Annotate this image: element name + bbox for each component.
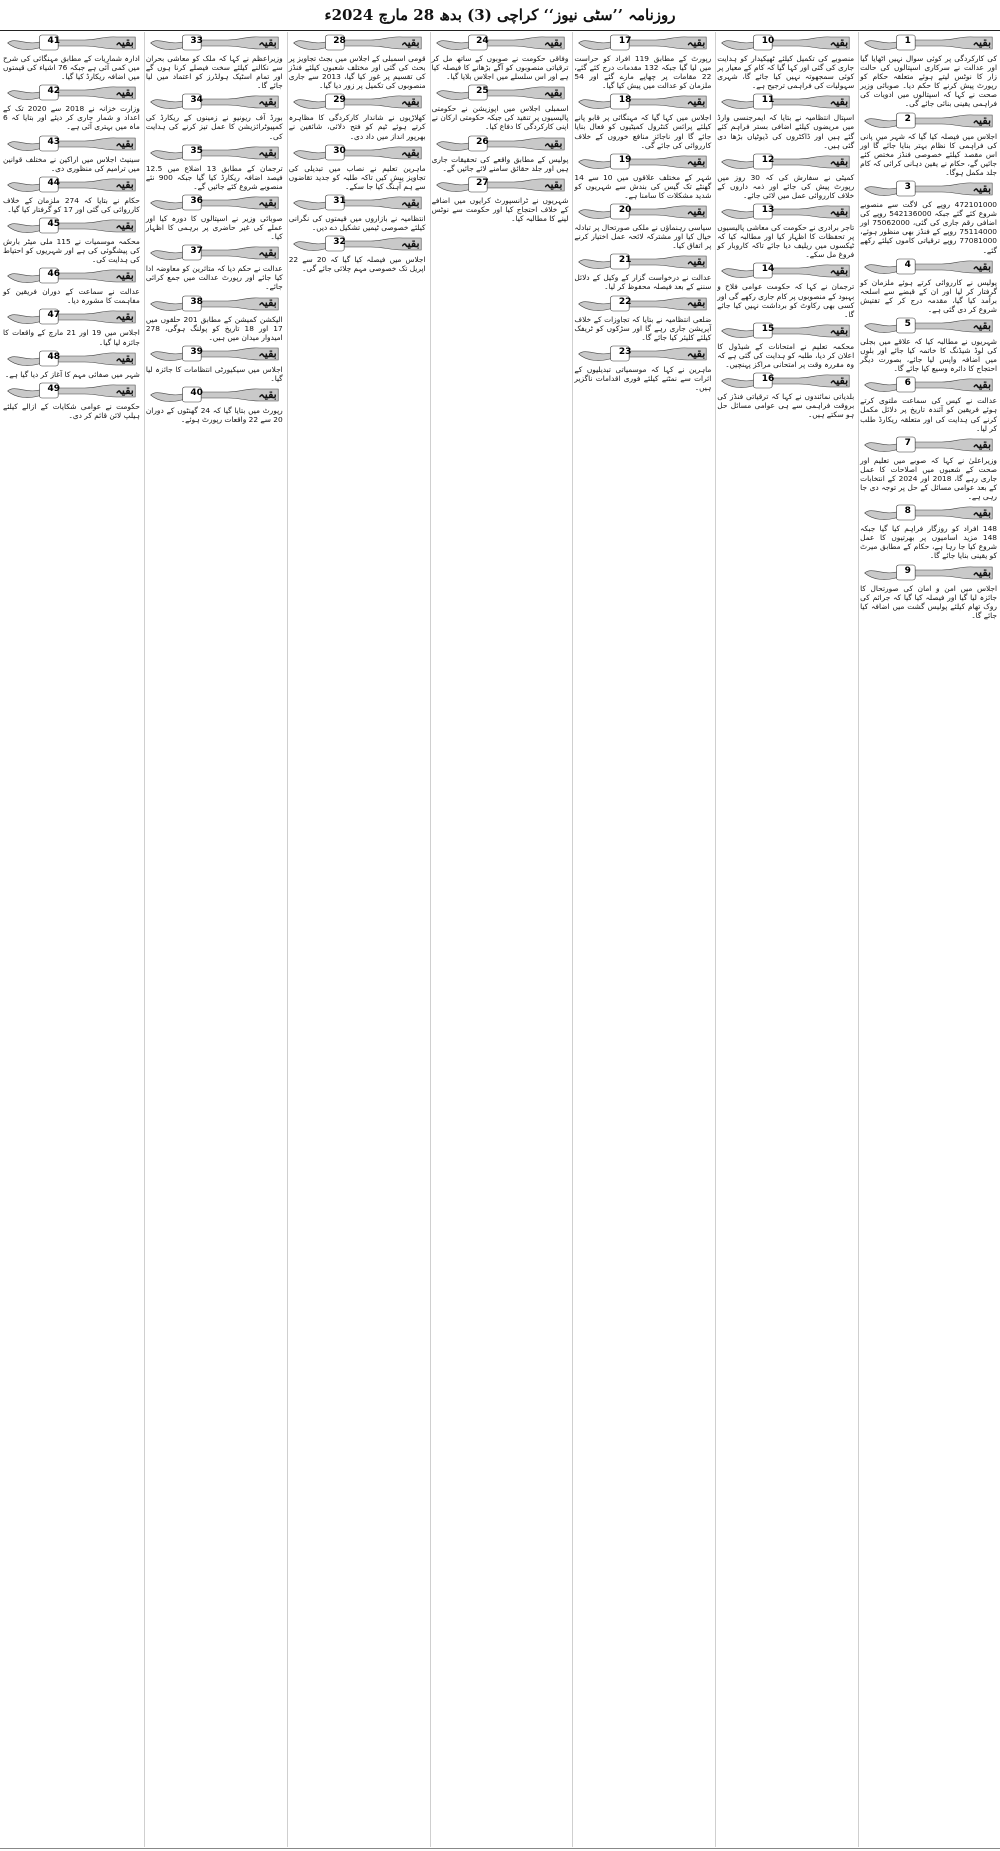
banner-title: بقیہ bbox=[972, 35, 991, 49]
newspaper-masthead bbox=[0, 0, 1000, 31]
banner-number: 11 bbox=[761, 95, 775, 106]
bottom-rule bbox=[0, 1848, 1000, 1849]
banner-number: 42 bbox=[47, 86, 61, 97]
banner-number: 39 bbox=[190, 346, 203, 357]
story-text: رپورٹ کے مطابق 119 افراد کو حراست میں لیا گیا جبکہ 132 مقدمات درج کئے گئے، 22 مقامات پر چھاپے مارے گئے اور 54 ملزمان کو عدالت میں پیش کیا گیا۔ bbox=[574, 54, 712, 91]
banner-number: 19 bbox=[618, 154, 632, 165]
continuation-banner bbox=[862, 564, 995, 581]
banner-number: 7 bbox=[904, 437, 911, 448]
banner-title: بقیہ bbox=[686, 154, 706, 168]
banner-number: 23 bbox=[618, 346, 632, 357]
story-text: اسپتال انتظامیہ نے بتایا کہ ایمرجنسی وارڈ میں مریضوں کیلئے اضافی بستر فراہم کئے گئے ہیں اور ڈاکٹروں کی ڈیوٹیاں بڑھا دی گئی ہیں۔ bbox=[717, 113, 855, 150]
continuation-banner bbox=[434, 34, 567, 51]
story-text: ادارہ شماریات کے مطابق مہنگائی کی شرح میں کمی آئی ہے جبکہ 76 اشیاء کی قیمتوں میں اضافہ ریکارڈ کیا گیا۔ bbox=[2, 54, 140, 82]
continuation-banner bbox=[576, 153, 709, 170]
banner-number: 47 bbox=[47, 310, 61, 321]
banner-title: بقیہ bbox=[544, 177, 563, 191]
banner-title: بقیہ bbox=[972, 437, 991, 451]
continuation-story bbox=[716, 203, 855, 259]
continuation-story bbox=[145, 295, 284, 342]
banner-title: بقیہ bbox=[829, 154, 849, 168]
continuation-banner bbox=[862, 436, 995, 453]
continuation-story bbox=[288, 144, 427, 191]
story-text: وزیراعلیٰ نے کہا کہ صوبے میں تعلیم اور صحت کے شعبوں میں اصلاحات کا عمل جاری رہے گا، 2018 اور 2024 کے انتخابات کے بعد عوامی مسائل کے حل پر توجہ دی جا رہی ہے۔ bbox=[860, 455, 998, 502]
continuation-story bbox=[716, 322, 855, 369]
continuation-banner bbox=[862, 376, 995, 393]
story-text: اجلاس میں سیکیورٹی انتظامات کا جائزہ لیا گیا۔ bbox=[145, 364, 283, 383]
banner-title: بقیہ bbox=[115, 269, 134, 283]
banner-number: 9 bbox=[904, 565, 911, 576]
banner-title: بقیہ bbox=[829, 204, 849, 218]
banner-title: بقیہ bbox=[686, 95, 706, 109]
banner-title: بقیہ bbox=[829, 264, 849, 278]
banner-number: 4 bbox=[904, 259, 911, 270]
banner-number: 31 bbox=[333, 195, 346, 206]
story-text: شہریوں نے ٹرانسپورٹ کرایوں میں اضافے کے خلاف احتجاج کیا اور حکومت سے نوٹس لینے کا مطالبہ کیا۔ bbox=[431, 195, 569, 223]
story-text: تاجر برادری نے حکومت کی معاشی پالیسیوں پر تحفظات کا اظہار کیا اور مطالبہ کیا کہ ٹیکسوں میں ریلیف دیا جائے تاکہ کاروبار کو فروغ مل سکے۔ bbox=[717, 223, 855, 260]
column-flow bbox=[573, 32, 712, 1847]
banner-number: 5 bbox=[904, 318, 911, 329]
column-flow bbox=[145, 32, 284, 1847]
banner-title: بقیہ bbox=[401, 35, 420, 49]
continuation-story bbox=[2, 176, 141, 214]
banner-title: بقیہ bbox=[829, 95, 849, 109]
continuation-story bbox=[859, 112, 998, 177]
story-text: سینیٹ اجلاس میں اراکین نے مختلف قوانین میں ترامیم کی منظوری دی۔ bbox=[2, 154, 140, 173]
banner-title: بقیہ bbox=[258, 35, 277, 49]
banner-number: 18 bbox=[618, 95, 632, 106]
continuation-banner bbox=[291, 93, 424, 110]
story-text: محکمہ تعلیم نے امتحانات کے شیڈول کا اعلان کر دیا، طلبہ کو ہدایت کی گئی ہے کہ وہ مقررہ وقت پر امتحانی مراکز پہنچیں۔ bbox=[717, 341, 855, 369]
continuation-banner bbox=[862, 504, 995, 521]
banner-title: بقیہ bbox=[829, 323, 849, 337]
story-text: اجلاس میں کہا گیا کہ مہنگائی پر قابو پانے کیلئے پرائس کنٹرول کمیٹیوں کو فعال بنایا جائے گا اور ناجائز منافع خوروں کے خلاف کارروائی کی جائے گی۔ bbox=[574, 113, 712, 150]
news-column bbox=[430, 32, 570, 1847]
continuation-banner bbox=[148, 194, 281, 211]
continuation-story bbox=[145, 144, 284, 191]
banner-number: 48 bbox=[47, 351, 61, 362]
story-text: اجلاس میں فیصلہ کیا گیا کہ شہر میں پانی کی فراہمی کا نظام بہتر بنایا جائے گا اور اس مقصد کیلئے خصوصی فنڈز مختص کئے جائیں گے، حکام نے یقین دہانی کرائی کہ کام جلد مکمل ہوگا۔ bbox=[860, 131, 997, 177]
continuation-banner bbox=[434, 176, 567, 193]
news-column bbox=[858, 32, 998, 1847]
banner-title: بقیہ bbox=[115, 35, 134, 49]
continuation-banner bbox=[5, 350, 138, 367]
banner-title: بقیہ bbox=[115, 86, 134, 100]
story-text: انتظامیہ نے بازاروں میں قیمتوں کی نگرانی کیلئے خصوصی ٹیمیں تشکیل دے دیں۔ bbox=[288, 213, 426, 233]
continuation-banner bbox=[576, 345, 709, 362]
continuation-banner bbox=[148, 295, 281, 312]
banner-title: بقیہ bbox=[115, 351, 134, 365]
banner-title: بقیہ bbox=[258, 145, 277, 159]
banner-title: بقیہ bbox=[972, 259, 991, 273]
story-text: ترجمان کے مطابق 13 اضلاع میں 12.5 فیصد اضافہ ریکارڈ کیا گیا جبکہ 900 نئے منصوبے شروع کئے جائیں گے۔ bbox=[145, 163, 283, 191]
continuation-story bbox=[145, 194, 284, 241]
continuation-story bbox=[145, 386, 284, 424]
story-text: حکومت نے عوامی شکایات کے ازالے کیلئے ہیلپ لائن قائم کر دی۔ bbox=[2, 401, 140, 420]
banner-title: بقیہ bbox=[972, 113, 991, 127]
banner-number: 17 bbox=[618, 36, 632, 46]
story-text: الیکشن کمیشن کے مطابق 201 حلقوں میں 17 اور 18 تاریخ کو پولنگ ہوگی، 278 امیدوار میدان میں ہیں۔ bbox=[145, 314, 283, 342]
continuation-story bbox=[859, 504, 998, 560]
story-text: شہر کے مختلف علاقوں میں 10 سے 14 گھنٹے تک گیس کی بندش سے شہریوں کو شدید مشکلات کا سامنا ہے۔ bbox=[574, 172, 712, 200]
story-text: عدالت نے درخواست گزار کے وکیل کے دلائل سننے کے بعد فیصلہ محفوظ کر لیا۔ bbox=[574, 273, 712, 292]
continuation-story bbox=[859, 436, 998, 501]
banner-number: 26 bbox=[476, 136, 489, 147]
continuation-story bbox=[716, 93, 855, 149]
banner-title: بقیہ bbox=[544, 136, 563, 150]
banner-number: 45 bbox=[47, 218, 61, 229]
continuation-banner bbox=[291, 144, 424, 161]
continuation-story bbox=[288, 93, 427, 140]
continuation-story bbox=[2, 267, 141, 305]
story-text: وزیراعظم نے کہا کہ ملک کو معاشی بحران سے نکالنے کیلئے سخت فیصلے کرنا ہوں گے اور تمام اسٹیک ہولڈرز کو اعتماد میں لیا جائے گا۔ bbox=[145, 54, 283, 91]
continuation-story bbox=[145, 345, 284, 383]
continuation-story bbox=[859, 258, 998, 314]
column-flow bbox=[859, 32, 998, 1847]
banner-number: 14 bbox=[761, 264, 775, 275]
banner-title: بقیہ bbox=[972, 565, 991, 579]
banner-title: بقیہ bbox=[544, 35, 563, 49]
story-text: شہریوں نے مطالبہ کیا کہ علاقے میں بجلی کی لوڈ شیڈنگ کا خاتمہ کیا جائے اور بلوں میں اضافہ واپس لیا جائے، بصورت دیگر احتجاج کا دائرہ وسیع کیا جائے گا۔ bbox=[860, 336, 997, 374]
continuation-story bbox=[859, 317, 998, 373]
banner-number: 37 bbox=[190, 246, 203, 257]
banner-title: بقیہ bbox=[115, 383, 134, 397]
banner-number: 2 bbox=[904, 113, 911, 124]
banner-number: 12 bbox=[761, 154, 775, 165]
story-text: محکمہ موسمیات نے 115 ملی میٹر بارش کی پیشگوئی کی ہے اور شہریوں کو احتیاط کی ہدایت کی۔ bbox=[2, 236, 140, 265]
continuation-story bbox=[145, 93, 284, 140]
banner-title: بقیہ bbox=[115, 177, 134, 191]
continuation-banner bbox=[5, 84, 138, 101]
continuation-banner bbox=[576, 253, 709, 270]
banner-number: 28 bbox=[333, 36, 346, 46]
continuation-banner bbox=[719, 34, 852, 51]
banner-title: بقیہ bbox=[115, 310, 134, 324]
story-text: 472101000 روپے کی لاگت سے منصوبے شروع کئے گئے جبکہ 542136000 روپے کی اضافی رقم جاری کی گئی، 75062000 اور 75114000 روپے کے فنڈز بھی منظور ہوئے، 77081000 روپے ترقیاتی کاموں کیلئے رکھے گئے۔ bbox=[860, 200, 997, 255]
continuation-banner bbox=[5, 308, 138, 325]
continuation-banner bbox=[719, 372, 852, 389]
banner-title: بقیہ bbox=[401, 237, 420, 251]
banner-title: بقیہ bbox=[115, 218, 134, 232]
continuation-banner bbox=[862, 34, 995, 51]
story-text: سیاسی رہنماؤں نے ملکی صورتحال پر تبادلہ خیال کیا اور مشترکہ لائحہ عمل اختیار کرنے پر اتفاق کیا۔ bbox=[574, 223, 712, 251]
banner-number: 24 bbox=[476, 36, 489, 46]
continuation-story bbox=[573, 34, 712, 90]
continuation-banner bbox=[148, 93, 281, 110]
story-text: ماہرین تعلیم نے نصاب میں تبدیلی کی تجاویز پیش کیں تاکہ طلبہ کو جدید تقاضوں سے ہم آہنگ کیا جا سکے۔ bbox=[288, 163, 426, 191]
story-text: پولیس کے مطابق واقعے کی تحقیقات جاری ہیں اور جلد حقائق سامنے لائے جائیں گے۔ bbox=[431, 154, 569, 173]
banner-title: بقیہ bbox=[829, 35, 849, 49]
banner-number: 34 bbox=[190, 95, 203, 106]
continuation-banner bbox=[719, 153, 852, 170]
banner-number: 22 bbox=[618, 296, 632, 307]
story-text: اجلاس میں امن و امان کی صورتحال کا جائزہ لیا گیا اور فیصلہ کیا گیا کہ جرائم کی روک تھام کیلئے پولیس گشت میں اضافہ کیا جائے گا۔ bbox=[860, 583, 997, 620]
continuation-story bbox=[573, 93, 712, 149]
story-text: اجلاس میں فیصلہ کیا گیا کہ 20 سے 22 اپریل تک خصوصی مہم چلائی جائے گی۔ bbox=[288, 255, 426, 274]
continuation-banner bbox=[862, 180, 995, 197]
story-text: بلدیاتی نمائندوں نے کہا کہ ترقیاتی فنڈز کی بروقت فراہمی سے ہی عوامی مسائل حل ہو سکتے ہیں۔ bbox=[717, 392, 855, 420]
story-text: اسمبلی اجلاس میں اپوزیشن نے حکومتی پالیسیوں پر تنقید کی جبکہ حکومتی ارکان نے اپنی کارکردگی کا دفاع کیا۔ bbox=[431, 104, 569, 132]
continuation-banner bbox=[576, 295, 709, 312]
column-flow bbox=[431, 32, 570, 1847]
continuation-banner bbox=[148, 34, 281, 51]
banner-number: 1 bbox=[904, 36, 911, 46]
continuation-banner bbox=[719, 203, 852, 220]
continuation-banner bbox=[5, 382, 138, 399]
story-text: ضلعی انتظامیہ نے بتایا کہ تجاوزات کے خلاف آپریشن جاری رہے گا اور سڑکوں کو ٹریفک کیلئے کلیئر کیا جائے گا۔ bbox=[574, 314, 712, 342]
banner-number: 43 bbox=[47, 136, 61, 147]
story-text: کمیٹی نے سفارش کی کہ 30 روز میں رپورٹ پیش کی جائے اور ذمہ داروں کے خلاف کارروائی عمل میں لائی جائے۔ bbox=[717, 172, 855, 200]
banner-title: بقیہ bbox=[115, 136, 134, 150]
continuation-story bbox=[288, 194, 427, 232]
banner-number: 21 bbox=[618, 255, 632, 266]
continuation-story bbox=[431, 34, 570, 81]
continuation-story bbox=[573, 203, 712, 250]
story-text: منصوبے کی تکمیل کیلئے ٹھیکیدار کو ہدایت جاری کی گئی اور کہا گیا کہ کام کے معیار پر کوئی سمجھوتہ نہیں کیا جائے گا، شہری سہولیات کی فراہمی ترجیح ہے۔ bbox=[717, 54, 855, 91]
continuation-banner bbox=[434, 135, 567, 152]
continuation-banner bbox=[148, 386, 281, 403]
column-flow bbox=[2, 32, 141, 1847]
story-text: قومی اسمبلی کے اجلاس میں بجٹ تجاویز پر بحث کی گئی اور مختلف شعبوں کیلئے فنڈز کی تقسیم پر غور کیا گیا، 2013 سے جاری منصوبوں کی تکمیل پر زور دیا گیا۔ bbox=[288, 54, 426, 91]
continuation-banner bbox=[291, 34, 424, 51]
banner-number: 3 bbox=[904, 182, 911, 193]
story-text: ماہرین نے کہا کہ موسمیاتی تبدیلیوں کے اثرات سے نمٹنے کیلئے فوری اقدامات ناگزیر ہیں۔ bbox=[574, 364, 712, 392]
story-text: اجلاس میں 19 اور 21 مارچ کے واقعات کا جائزہ لیا گیا۔ bbox=[2, 328, 140, 347]
continuation-banner bbox=[291, 194, 424, 211]
continuation-story bbox=[859, 180, 998, 255]
news-column bbox=[144, 32, 284, 1847]
banner-title: بقیہ bbox=[972, 506, 991, 520]
story-text: پولیس نے کارروائی کرتے ہوئے ملزمان کو گرفتار کر لیا اور ان کے قبضے سے اسلحہ برآمد کیا گیا، مقدمہ درج کر کے تفتیش شروع کر دی گئی ہے۔ bbox=[860, 277, 997, 314]
news-column bbox=[572, 32, 712, 1847]
story-text: ترجمان نے کہا کہ حکومت عوامی فلاح و بہبود کے منصوبوں پر کام جاری رکھے گی اور کسی بھی رکاوٹ کو برداشت نہیں کیا جائے گا۔ bbox=[717, 282, 855, 319]
story-text: وفاقی حکومت نے صوبوں کے ساتھ مل کر ترقیاتی منصوبوں کو آگے بڑھانے کا فیصلہ کیا ہے اور اس سلسلے میں اجلاس بلایا گیا۔ bbox=[431, 54, 569, 82]
banner-number: 46 bbox=[47, 269, 61, 280]
banner-number: 8 bbox=[904, 506, 911, 517]
banner-title: بقیہ bbox=[686, 35, 706, 49]
news-column bbox=[2, 32, 141, 1847]
banner-title: بقیہ bbox=[544, 86, 563, 100]
continuation-banner bbox=[862, 112, 995, 129]
news-column bbox=[287, 32, 427, 1847]
continuation-banner bbox=[576, 203, 709, 220]
continuation-banner bbox=[291, 235, 424, 252]
banner-title: بقیہ bbox=[972, 378, 991, 392]
banner-title: بقیہ bbox=[258, 346, 277, 360]
continuation-story bbox=[573, 253, 712, 291]
continuation-story bbox=[431, 135, 570, 173]
continuation-story bbox=[716, 372, 855, 419]
continuation-banner bbox=[148, 144, 281, 161]
continuation-story bbox=[716, 153, 855, 200]
banner-title: بقیہ bbox=[972, 181, 991, 195]
continuation-story bbox=[859, 34, 998, 109]
continuation-story bbox=[145, 34, 284, 90]
continuation-story bbox=[288, 235, 427, 273]
continuation-story bbox=[2, 382, 141, 420]
continuation-story bbox=[2, 308, 141, 346]
continuation-banner bbox=[576, 93, 709, 110]
banner-title: بقیہ bbox=[258, 195, 277, 209]
story-text: 148 افراد کو روزگار فراہم کیا گیا جبکہ 148 مزید اسامیوں پر بھرتیوں کا عمل شروع کیا جا رہا ہے، حکام کے مطابق میرٹ کو یقینی بنایا جائے گا۔ bbox=[860, 524, 997, 561]
continuation-story bbox=[2, 217, 141, 264]
story-text: وزارت خزانہ نے 2018 سے 2020 تک کے اعداد و شمار جاری کر دیئے اور بتایا کہ 6 ماہ میں بہتری آئی ہے۔ bbox=[2, 104, 140, 132]
continuation-story bbox=[859, 564, 998, 620]
banner-number: 27 bbox=[476, 177, 489, 188]
news-column bbox=[715, 32, 855, 1847]
banner-title: بقیہ bbox=[686, 296, 706, 310]
continuation-story bbox=[288, 34, 427, 90]
banner-title: بقیہ bbox=[829, 374, 849, 388]
continuation-story bbox=[573, 345, 712, 392]
continuation-banner bbox=[5, 34, 138, 51]
continuation-story bbox=[573, 295, 712, 342]
column-flow bbox=[288, 32, 427, 1847]
story-text: عدالت نے کیس کی سماعت ملتوی کرتے ہوئے فریقین کو آئندہ تاریخ پر دلائل مکمل کرنے کی ہدایت کی اور متعلقہ ریکارڈ طلب کر لیا۔ bbox=[860, 396, 997, 433]
continuation-story bbox=[145, 244, 284, 291]
banner-title: بقیہ bbox=[258, 246, 277, 260]
continuation-banner bbox=[5, 217, 138, 234]
banner-title: بقیہ bbox=[401, 95, 420, 109]
story-text: رپورٹ میں بتایا گیا کہ 24 گھنٹوں کے دوران 20 سے 22 واقعات رپورٹ ہوئے۔ bbox=[145, 405, 283, 425]
continuation-banner bbox=[576, 34, 709, 51]
banner-number: 25 bbox=[476, 86, 489, 97]
banner-title: بقیہ bbox=[401, 195, 420, 209]
continuation-banner bbox=[5, 267, 138, 284]
story-text: صوبائی وزیر نے اسپتالوں کا دورہ کیا اور عملے کی غیر حاضری پر برہمی کا اظہار کیا۔ bbox=[145, 213, 283, 242]
banner-number: 44 bbox=[47, 177, 61, 188]
banner-number: 29 bbox=[333, 95, 346, 106]
banner-number: 15 bbox=[761, 323, 775, 334]
banner-title: بقیہ bbox=[686, 204, 706, 218]
banner-number: 33 bbox=[190, 36, 203, 46]
story-text: شہر میں صفائی مہم کا آغاز کر دیا گیا ہے۔ bbox=[4, 369, 140, 379]
continuation-banner bbox=[148, 244, 281, 261]
banner-number: 40 bbox=[190, 387, 203, 398]
continuation-story bbox=[2, 84, 141, 131]
banner-number: 20 bbox=[618, 205, 632, 216]
continuation-story bbox=[2, 34, 141, 81]
continuation-banner bbox=[719, 93, 852, 110]
banner-title: بقیہ bbox=[686, 255, 706, 269]
banner-title: بقیہ bbox=[972, 318, 991, 332]
banner-number: 16 bbox=[761, 374, 775, 385]
continuation-story bbox=[2, 135, 141, 173]
continuation-banner bbox=[862, 317, 995, 334]
banner-number: 38 bbox=[190, 296, 203, 307]
continuation-story bbox=[716, 262, 855, 318]
newspaper-page bbox=[2, 32, 998, 1847]
banner-number: 10 bbox=[761, 36, 775, 46]
continuation-banner bbox=[862, 258, 995, 275]
story-text: بورڈ آف ریونیو نے زمینوں کے ریکارڈ کی کمپیوٹرائزیشن کا عمل تیز کرنے کی ہدایت کی۔ bbox=[145, 113, 283, 141]
banner-number: 35 bbox=[190, 145, 203, 156]
continuation-story bbox=[716, 34, 855, 90]
banner-number: 32 bbox=[333, 237, 346, 248]
banner-number: 36 bbox=[190, 195, 203, 206]
continuation-banner bbox=[719, 262, 852, 279]
banner-title: بقیہ bbox=[258, 95, 277, 109]
banner-title: بقیہ bbox=[401, 145, 420, 159]
story-text: عدالت نے سماعت کے دوران فریقین کو مفاہمت کا مشورہ دیا۔ bbox=[2, 287, 140, 306]
continuation-story bbox=[431, 176, 570, 223]
story-text: کی کارکردگی پر کوئی سوال نہیں اٹھایا گیا اور عدالت نے سرکاری اسپتالوں کی حالت زار کا نوٹس لیتے ہوئے متعلقہ حکام کو رپورٹ پیش کرنے کا حکم دیا۔ صوبائی وزیر صحت نے کہا کہ اسپتالوں میں ادویات کی فراہمی یقینی بنائی جائے گی۔ bbox=[860, 54, 997, 109]
banner-title: بقیہ bbox=[258, 387, 277, 401]
banner-number: 13 bbox=[761, 205, 775, 216]
column-flow bbox=[716, 32, 855, 1847]
story-text: حکام نے بتایا کہ 274 ملزمان کے خلاف کارروائی کی گئی اور 17 کو گرفتار کیا گیا۔ bbox=[2, 195, 140, 214]
banner-number: 6 bbox=[904, 378, 911, 389]
continuation-banner bbox=[719, 322, 852, 339]
continuation-banner bbox=[148, 345, 281, 362]
continuation-banner bbox=[5, 176, 138, 193]
banner-title: بقیہ bbox=[686, 346, 706, 360]
continuation-banner bbox=[5, 135, 138, 152]
story-text: کھلاڑیوں نے شاندار کارکردگی کا مظاہرہ کرتے ہوئے ٹیم کو فتح دلائی، شائقین نے بھرپور انداز میں داد دی۔ bbox=[288, 113, 426, 141]
banner-title: بقیہ bbox=[258, 296, 277, 310]
continuation-story bbox=[859, 376, 998, 432]
banner-number: 30 bbox=[333, 145, 346, 156]
story-text: عدالت نے حکم دیا کہ متاثرین کو معاوضہ ادا کیا جائے اور رپورٹ عدالت میں جمع کرائی جائے۔ bbox=[145, 264, 283, 292]
masthead-text: روزنامہ ’’سٹی نیوز‘‘ کراچی (3) بدھ 28 مارچ 2024ء bbox=[324, 6, 676, 24]
banner-number: 49 bbox=[47, 383, 61, 394]
continuation-story bbox=[2, 350, 141, 379]
continuation-story bbox=[573, 153, 712, 200]
banner-number: 41 bbox=[47, 36, 61, 46]
continuation-story bbox=[431, 84, 570, 131]
continuation-banner bbox=[434, 84, 567, 101]
